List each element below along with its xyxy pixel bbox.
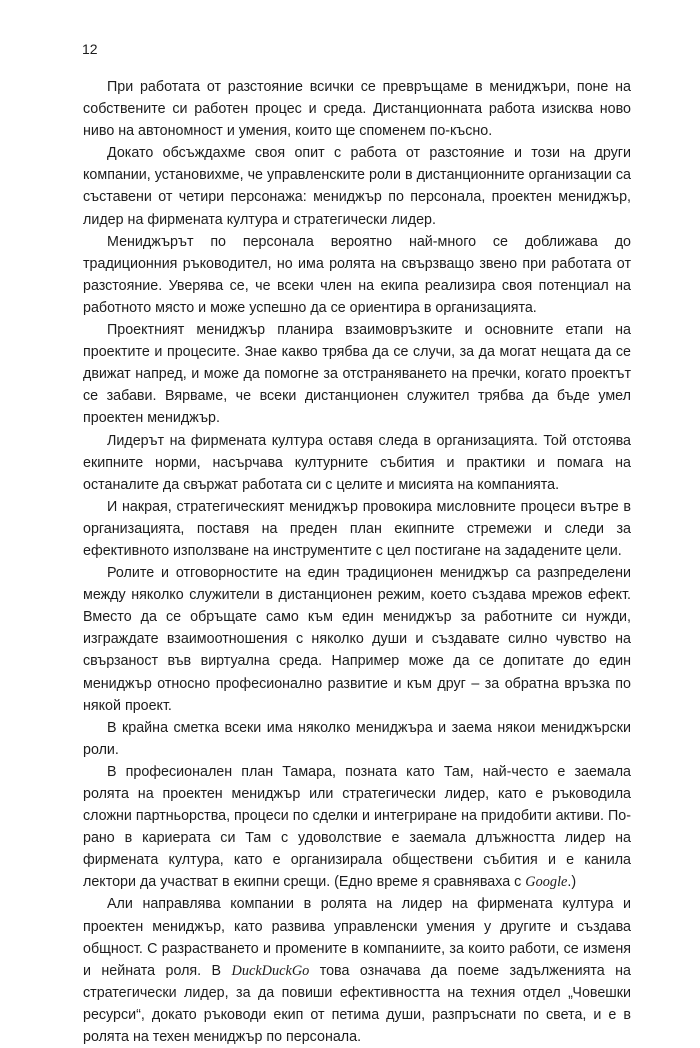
paragraph-text-end: това означава да поеме задълженията на стратегически лидер, за да повиши ефективността на техния отдел „Човешки ресурси“, докато ръководи екип от петима души, разпръснати по света, и е в ролята на техен мениджър по персонала. xyxy=(83,962,631,1046)
paragraph-text-end: .) xyxy=(567,874,577,891)
paragraph: Лидерът на фирмената култура оставя следа в организацията. Той отстоява екипните норми, насърчава културните събития и практики и помага на останалите да свържат работата си с целите и мисията на компанията. xyxy=(83,432,631,493)
page-number: 12 xyxy=(82,41,98,57)
paragraph: Мениджърът по персонала вероятно най-много се доближава до традиционния ръководител, но има ролята на свързващо звено при работата от разстояние. Уверява се, че всеки член на екипа реализира своя потенциал на работното място и може успешно да се ориентира в организацията. xyxy=(83,233,631,316)
paragraph: При работата от разстояние всички се превръщаме в мениджъри, поне на собствените си работен процес и среда. Дистанционната работа изисква ново ниво на автономност и умения, които ще споменем по-късно. xyxy=(83,79,631,140)
paragraph-text: Али направлява компании в ролята на лидер на фирмената култура и проектен мениджър, като развива управленски умения у другите и създава общност. С разрастването и промените в компаниите, за които работи, се изменя и нейната роля. В xyxy=(83,896,631,979)
paragraph: И накрая, стратегическият мениджър провокира мисловните процеси вътре в организацията, поставя на преден план екипните стремежи и следи за ефективното използване на инструментите с цел постигане на зададените цели. xyxy=(83,498,631,559)
paragraph: В крайна сметка всеки има няколко мениджъра и заема някои мениджърски роли. xyxy=(83,719,631,758)
paragraph: Проектният мениджър планира взаимовръзките и основните етапи на проектите и процесите. Знае какво трябва да се случи, за да могат нещата да се движат напред, и може да помогне за отстраняването на пречки, когато проектът се забави. Вярваме, че всеки дистанционен служител трябва да бъде умел проектен мениджър. xyxy=(83,322,631,427)
paragraph-ali xyxy=(83,893,631,1048)
body-text xyxy=(83,76,631,1048)
paragraph: Докато обсъждахме своя опит с работа от разстояние и този на други компании, установихме, че управленските роли в дистанционните организации са съставени от четири персонажа: мениджър по персонала, проектен мениджър, лидер на фирмената култура и стратегически лидер. xyxy=(83,145,631,228)
brand-name-google: Google xyxy=(525,874,568,891)
paragraph-tamara xyxy=(83,761,631,894)
paragraph: Ролите и отговорностите на един традиционен мениджър са разпределени между няколко служители в дистанционен режим, което създава мрежов ефект. Вместо да се обръщате само към един мениджър за работните си нужди, изграждате взаимоотношения с няколко души и създавате силно чувство на свързаност във виртуална среда. Например може да се допитате до един мениджър относно професионално развитие и към друг – за обратна връзка по някой проект. xyxy=(83,565,631,714)
paragraph-text: В професионален план Тамара, позната като Там, най-често е заемала ролята на проектен мениджър или стратегически лидер, като е ръководила сложни партньорства, процеси по сделки и интегриране на придобити активи. По-рано в кариерата си Там с удоволствие е заемала длъжността лидер на фирмената култура, като е организирала обществени събития и е канила лектори да участват в екипни срещи. (Едно време я сравняваха с xyxy=(83,763,631,891)
brand-name-duckduckgo: DuckDuckGo xyxy=(231,962,310,979)
